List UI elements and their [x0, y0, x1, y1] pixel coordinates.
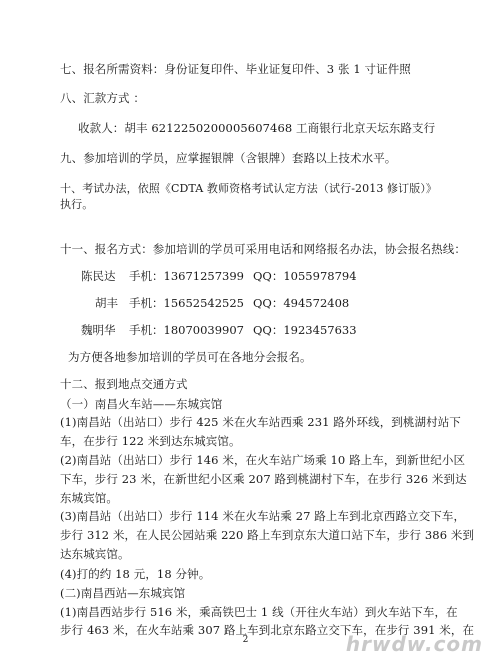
item-7-materials: 七、报名所需资料：身份证复印件、毕业证复印件、3 张 1 寸证件照 — [60, 62, 411, 76]
route-line: (1)南昌西站步行 516 米，乘高铁巴士 1 线（开往火车站）到火车站下车，在 — [60, 605, 458, 619]
contact-phone: 手机：13671257399 — [129, 269, 244, 283]
contact-phone: 手机：15652542525 — [129, 296, 244, 310]
site-watermark: hrwdw.com — [345, 632, 483, 656]
route-line: 达东城宾馆。 — [60, 547, 130, 561]
item-11-registration: 十一、报名方式：参加培训的学员可采用电话和网络报名办法，协会报名热线： — [60, 242, 466, 256]
contact-name: 魏明华 — [81, 323, 116, 337]
contact-qq: QQ：494572408 — [253, 296, 350, 310]
contact-name: 陈民达 — [81, 269, 116, 283]
item-12-transport: 十二、报到地点交通方式 — [60, 377, 188, 391]
route-line: (2)南昌站（出站口）步行 146 米，在火车站广场乘 10 路上车，到新世纪小区 — [60, 453, 466, 467]
route-line: 车，在步行 122 米到达东城宾馆。 — [60, 434, 241, 448]
route-section-1-title: （一）南昌火车站——东城宾馆 — [60, 397, 223, 411]
route-line: (1)南昌站（出站口）步行 425 米在火车站西乘 231 路外环线，到桃湖村站下 — [60, 415, 461, 429]
item-8-remittance: 八、汇款方式 ： — [60, 91, 145, 105]
contact-phone: 手机：18070039907 — [129, 323, 244, 337]
contact-row — [0, 322, 491, 338]
item-10-exam: 十、考试办法，依照《CDTA 教师资格考试认定方法（试行-2013 修订版）》执行。 — [60, 182, 438, 211]
contact-row — [0, 295, 491, 311]
contact-qq: QQ：1055978794 — [253, 269, 357, 283]
route-line: (4)打的约 18 元，18 分钟。 — [60, 567, 211, 581]
route-line: (3)南昌站（出站口）步行 114 米在火车站乘 27 路上车到北京西路立交下车， — [60, 509, 466, 523]
payee-account: 收款人：胡丰 6212250200005607468 工商银行北京天坛东路支行 — [78, 121, 436, 135]
contact-qq: QQ：1923457633 — [253, 323, 357, 337]
contact-row — [0, 268, 491, 284]
page-number: 2 — [242, 635, 249, 645]
route-section-2-title: (二)南昌西站—东城宾馆 — [60, 586, 186, 600]
route-line: 东城宾馆。 — [60, 491, 118, 505]
route-line: 下车，步行 23 米，在新世纪小区乘 207 路到桃湖村下车，在步行 326 米到达 — [60, 472, 467, 486]
route-line: 步行 463 米，在火车站乘 307 路上车到北京东路立交下车，在步行 391 米，在 — [60, 623, 475, 637]
route-line: 步行 312 米，在人民公园站乘 220 路上车到京东大道口站下车，步行 386 米到 — [60, 528, 475, 542]
branch-registration-note: 为方便各地参加培训的学员可在各地分会报名。 — [68, 350, 312, 364]
item-9-requirement: 九、参加培训的学员，应掌握银牌（含银牌）套路以上技术水平。 — [60, 151, 397, 165]
contact-name: 胡丰 — [95, 296, 118, 310]
